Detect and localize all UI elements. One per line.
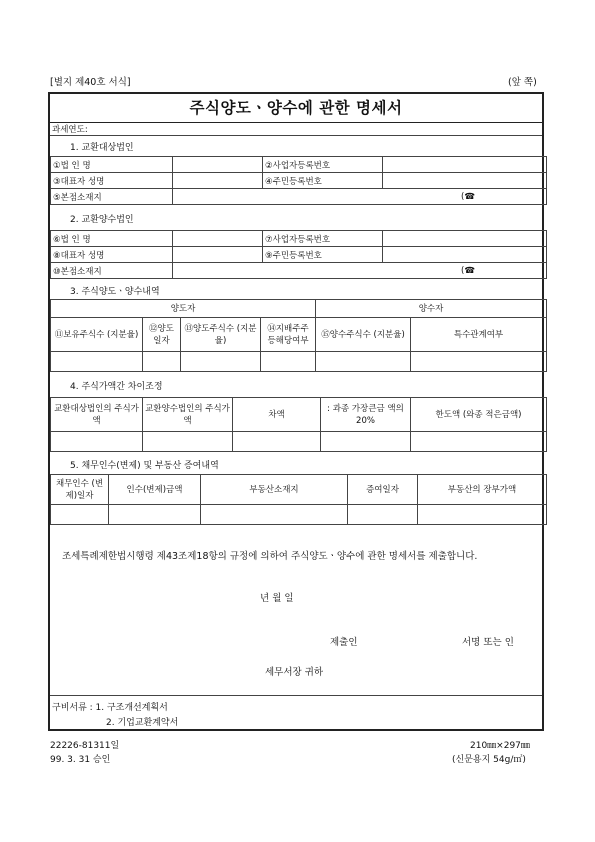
corp-name-field[interactable] xyxy=(173,231,263,247)
col-header: 특수관계여부 xyxy=(411,318,547,352)
corp-name-label: ①법 인 명 xyxy=(51,157,173,173)
col-header: 한도액 (와종 적은금액) xyxy=(411,398,547,432)
approval-date: 99. 3. 31 승인 xyxy=(50,755,111,765)
paper-type: (신문용지 54g/㎡) xyxy=(452,755,526,765)
required-doc-item: 2. 기업교환계약서 xyxy=(106,718,179,728)
transfer-table xyxy=(50,299,547,372)
tax-year-label: 과세연도: xyxy=(52,125,88,135)
form-number: [별지 제40호 서식] xyxy=(50,77,131,88)
bizno-label: ②사업자등록번호 xyxy=(263,157,383,173)
input-cell[interactable] xyxy=(261,352,316,372)
col-header: ⑬양도주식수 (지분율) xyxy=(181,318,261,352)
section-2-title: 2. 교환양수법인 xyxy=(70,215,134,225)
page-side-label: (앞 쪽) xyxy=(508,77,537,88)
resno-field[interactable] xyxy=(383,247,547,263)
debt-gift-table xyxy=(50,474,547,525)
input-cell[interactable] xyxy=(201,505,348,525)
signature-label: 서명 또는 인 xyxy=(462,637,514,648)
col-header: ⑪보유주식수 (지분율) xyxy=(51,318,143,352)
rep-name-label: ⑧대표자 성명 xyxy=(51,247,173,263)
input-cell[interactable] xyxy=(411,432,547,452)
input-cell[interactable] xyxy=(143,432,233,452)
col-header: 증여일자 xyxy=(348,475,418,505)
input-cell[interactable] xyxy=(418,505,547,525)
col-header: : 과종 가장큰금 액의 20% xyxy=(321,398,411,432)
divider xyxy=(50,695,542,696)
input-cell[interactable] xyxy=(411,352,547,372)
corp-name-field[interactable] xyxy=(173,157,263,173)
bizno-field[interactable] xyxy=(383,231,547,247)
resno-label: ⑨주민등록번호 xyxy=(263,247,383,263)
target-corp-table xyxy=(50,156,547,205)
rep-name-field[interactable] xyxy=(173,173,263,189)
section-4-title: 4. 주식가액간 차이조정 xyxy=(70,382,163,392)
address-label: ⑩본점소재지 xyxy=(51,263,173,279)
input-cell[interactable] xyxy=(316,352,411,372)
recipient-label: 세무서장 귀하 xyxy=(265,667,324,678)
buyer-header: 양수자 xyxy=(316,300,547,318)
address-label: ⑤본점소재지 xyxy=(51,189,173,205)
input-cell[interactable] xyxy=(143,352,181,372)
col-header: 부동산소재지 xyxy=(201,475,348,505)
col-header: 교환대상법인의 주식가액 xyxy=(51,398,143,432)
declaration-text: 조세특례제한법시행령 제43조제18항의 규정에 의하여 주식양도ㆍ양수에 관한 명세서를 제출합니다. xyxy=(62,551,478,562)
address-field[interactable] xyxy=(173,189,547,205)
seller-header: 양도자 xyxy=(51,300,316,318)
input-cell[interactable] xyxy=(51,505,109,525)
resno-field[interactable] xyxy=(383,173,547,189)
bizno-label: ⑦사업자등록번호 xyxy=(263,231,383,247)
corp-name-label: ⑥법 인 명 xyxy=(51,231,173,247)
resno-label: ④주민등록번호 xyxy=(263,173,383,189)
bizno-field[interactable] xyxy=(383,157,547,173)
form-frame xyxy=(48,92,544,731)
price-adjustment-table xyxy=(50,397,547,452)
input-cell[interactable] xyxy=(348,505,418,525)
acquirer-corp-table xyxy=(50,230,547,279)
col-header: 교환양수법인의 주식가액 xyxy=(143,398,233,432)
phone-icon: (☎ xyxy=(461,191,475,202)
rep-name-label: ③대표자 성명 xyxy=(51,173,173,189)
col-header: ⑭지배주주 등해당여부 xyxy=(261,318,316,352)
rep-name-field[interactable] xyxy=(173,247,263,263)
form-title: 주식양도ㆍ양수에 관한 명세서 xyxy=(50,94,542,123)
divider xyxy=(50,135,542,136)
input-cell[interactable] xyxy=(51,432,143,452)
phone-icon: (☎ xyxy=(461,265,475,276)
input-cell[interactable] xyxy=(321,432,411,452)
input-cell[interactable] xyxy=(51,352,143,372)
col-header: ⑫양도 일자 xyxy=(143,318,181,352)
address-field[interactable] xyxy=(173,263,547,279)
section-3-title: 3. 주식양도ㆍ양수내역 xyxy=(70,287,160,297)
col-header: 부동산의 장부가액 xyxy=(418,475,547,505)
input-cell[interactable] xyxy=(181,352,261,372)
col-header: ⑮양수주식수 (지분율) xyxy=(316,318,411,352)
form-code: 22226-81311일 xyxy=(50,741,120,751)
date-line: 년 월 일 xyxy=(260,593,294,604)
section-5-title: 5. 채무인수(변제) 및 부동산 증여내역 xyxy=(70,461,219,471)
col-header: 차액 xyxy=(233,398,321,432)
col-header: 채무인수 (변제)일자 xyxy=(51,475,109,505)
paper-size: 210㎜×297㎜ xyxy=(470,741,530,751)
input-cell[interactable] xyxy=(109,505,201,525)
input-cell[interactable] xyxy=(233,432,321,452)
section-1-title: 1. 교환대상법인 xyxy=(70,143,134,153)
submitter-label: 제출인 xyxy=(330,637,358,648)
col-header: 인수(변제)금액 xyxy=(109,475,201,505)
required-docs-label: 구비서류 : 1. 구조개선계획서 xyxy=(52,703,168,713)
